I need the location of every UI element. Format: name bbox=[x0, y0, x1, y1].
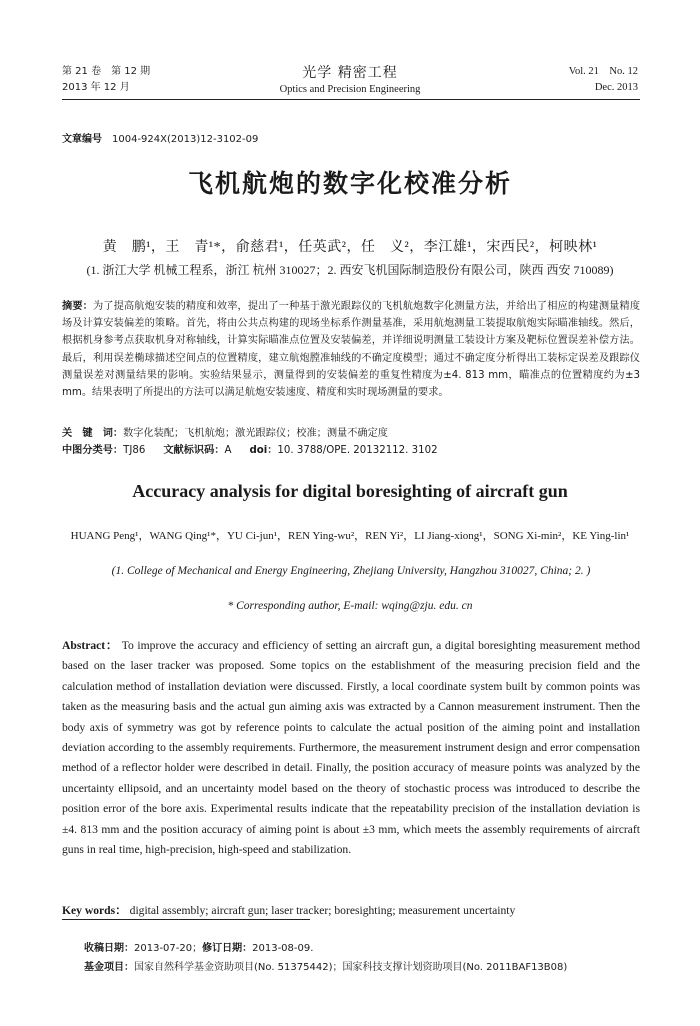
revised-label: 修订日期： bbox=[202, 943, 253, 954]
fund-value: 国家自然科学基金资助项目(No. 51375442)；国家科技支撑计划资助项目(No. 2011BAF13B08) bbox=[134, 962, 568, 973]
doc-code-label: 文献标识码： bbox=[163, 445, 225, 456]
abstract-cn-label: 摘要： bbox=[62, 301, 93, 312]
clc-label: 中图分类号： bbox=[62, 445, 124, 456]
journal-name-cn: 光学 精密工程 bbox=[302, 65, 398, 81]
keywords-en-label: Key words： bbox=[62, 904, 127, 917]
article-number-value: 1004-924X(2013)12-3102-09 bbox=[112, 134, 259, 145]
abstract-en bbox=[62, 636, 640, 860]
header-rule bbox=[62, 99, 640, 100]
date-cn: 2013 年 12 月 bbox=[62, 82, 130, 93]
header-volume-en bbox=[569, 64, 638, 96]
keywords-en-text: digital assembly; aircraft gun; laser tracker; boresighting; measurement uncertainty bbox=[129, 904, 516, 917]
authors-cn: 黄 鹏¹，王 青¹*，俞慈君¹，任英武²，任 义²，李江雄¹，宋西民²，柯映林¹ bbox=[102, 240, 598, 255]
keywords-en bbox=[62, 902, 640, 918]
authors-en: HUANG Peng¹，WANG Qing¹*，YU Ci-jun¹，REN Ying-wu²，REN Yi²，LI Jiang-xiong¹，SONG Xi-min²，KE Ying-lin¹ bbox=[70, 530, 630, 542]
article-number-label: 文章编号 bbox=[62, 134, 102, 145]
received-value: 2013-07-20 bbox=[134, 943, 193, 954]
article-number bbox=[62, 130, 258, 145]
page-title-cn: 飞机航炮的数字化校准分析 bbox=[187, 169, 512, 198]
affiliation-en: (1. College of Mechanical and Energy Engineering, Zhejiang University, Hangzhou 310027, China; 2. ) bbox=[111, 565, 591, 577]
abstract-en-text: To improve the accuracy and efficiency of setting an aircraft gun, a digital boresighting measurement method based on the laser tracker was proposed. Some topics on the establishment of the measuring precision field and the calculation method of installation deviation were discussed. Firstly, a local coordinate system built by common points was taken as the measuring basis and the actual gun aiming axis was extracted by a Cannon measurement instrument. Then the body axis of symmetry was got by reference points to calculate the actual position of the aiming point and installation deviation according to the assembly requirements. Furthermore, the measurement instrument design and error compensation method of a reflector holder were described in detail. Finally, the position accuracy of measure points was analyzed by the uncertainty ellipsoid, and an uncertainty model based on the theory of stochastic process was introduced to describe the position error of the bore axis. Experimental results indicate that the repeatability precision of the installation deviation is ±4. 813 mm and the position accuracy of aiming point is about ±3 mm, which meets the assembly requirements of aircraft guns in real time, high-precision, high-speed and stabilization. bbox=[62, 639, 640, 857]
journal-name-en: Optics and Precision Engineering bbox=[279, 84, 421, 95]
fund-label: 基金项目： bbox=[84, 962, 134, 973]
page-title-en: Accuracy analysis for digital boresighting of aircraft gun bbox=[132, 481, 568, 501]
volume-issue-en: Vol. 21 No. 12 bbox=[568, 66, 638, 77]
abstract-en-label: Abstract： bbox=[62, 639, 119, 652]
keywords-cn bbox=[62, 424, 640, 439]
footnote-rule bbox=[62, 919, 310, 920]
keywords-cn-label: 关 键 词： bbox=[62, 428, 124, 439]
revised-value: 2013-08-09. bbox=[252, 943, 314, 954]
abstract-cn bbox=[62, 298, 640, 401]
volume-issue-cn: 第 21 卷 第 12 期 bbox=[62, 66, 151, 77]
keywords-cn-text: 数字化装配；飞机航炮；激光跟踪仪；校准；测量不确定度 bbox=[123, 428, 388, 439]
doc-code-value: A bbox=[224, 445, 232, 456]
classification-line bbox=[62, 441, 640, 456]
doi-value: 10. 3788/OPE. 20132112. 3102 bbox=[277, 445, 438, 456]
fund-info bbox=[84, 958, 567, 973]
corresponding-author: * Corresponding author, E-mail: wqing@zju. edu. cn bbox=[227, 600, 473, 612]
doi-label: doi： bbox=[249, 445, 278, 456]
received-dates: 收稿日期：2013-07-20；修订日期：2013-08-09. bbox=[84, 943, 314, 954]
date-en: Dec. 2013 bbox=[594, 82, 638, 93]
received-label: 收稿日期： bbox=[84, 943, 134, 954]
clc-value: TJ86 bbox=[123, 445, 146, 456]
affiliation-cn: (1. 浙江大学 机械工程系，浙江 杭州 310027；2. 西安飞机国际制造股份有限公司，陕西 西安 710089) bbox=[86, 263, 614, 277]
abstract-cn-text: 为了提高航炮安装的精度和效率，提出了一种基于激光跟踪仪的飞机航炮数字化测量方法，并给出了相应的构建测量精度场及计算安装偏差的策略。首先，将由公共点构建的现场坐标系作测量基准，采用航炮测量工装提取航炮实际瞄准轴线。然后，根据机身参考点获取机身对称轴线，计算实际瞄准点位置及安装偏差，并详细说明测量工装设计方案及靶标位置误差补偿方法。最后，利用误差椭球描述空间点的位置精度，建立航炮膛准轴线的不确定度模型；通过不确定度分析得出工装标定误差及跟踪仪测量误差对测量结果的影响。实验结果显示，测量得到的安装偏差的重复性精度为±4. 813 mm，瞄准点的位置精度约为±3 mm。结果表明了所提出的方法可以满足航炮安装速度、精度和实时现场测量的要求。 bbox=[62, 301, 641, 399]
